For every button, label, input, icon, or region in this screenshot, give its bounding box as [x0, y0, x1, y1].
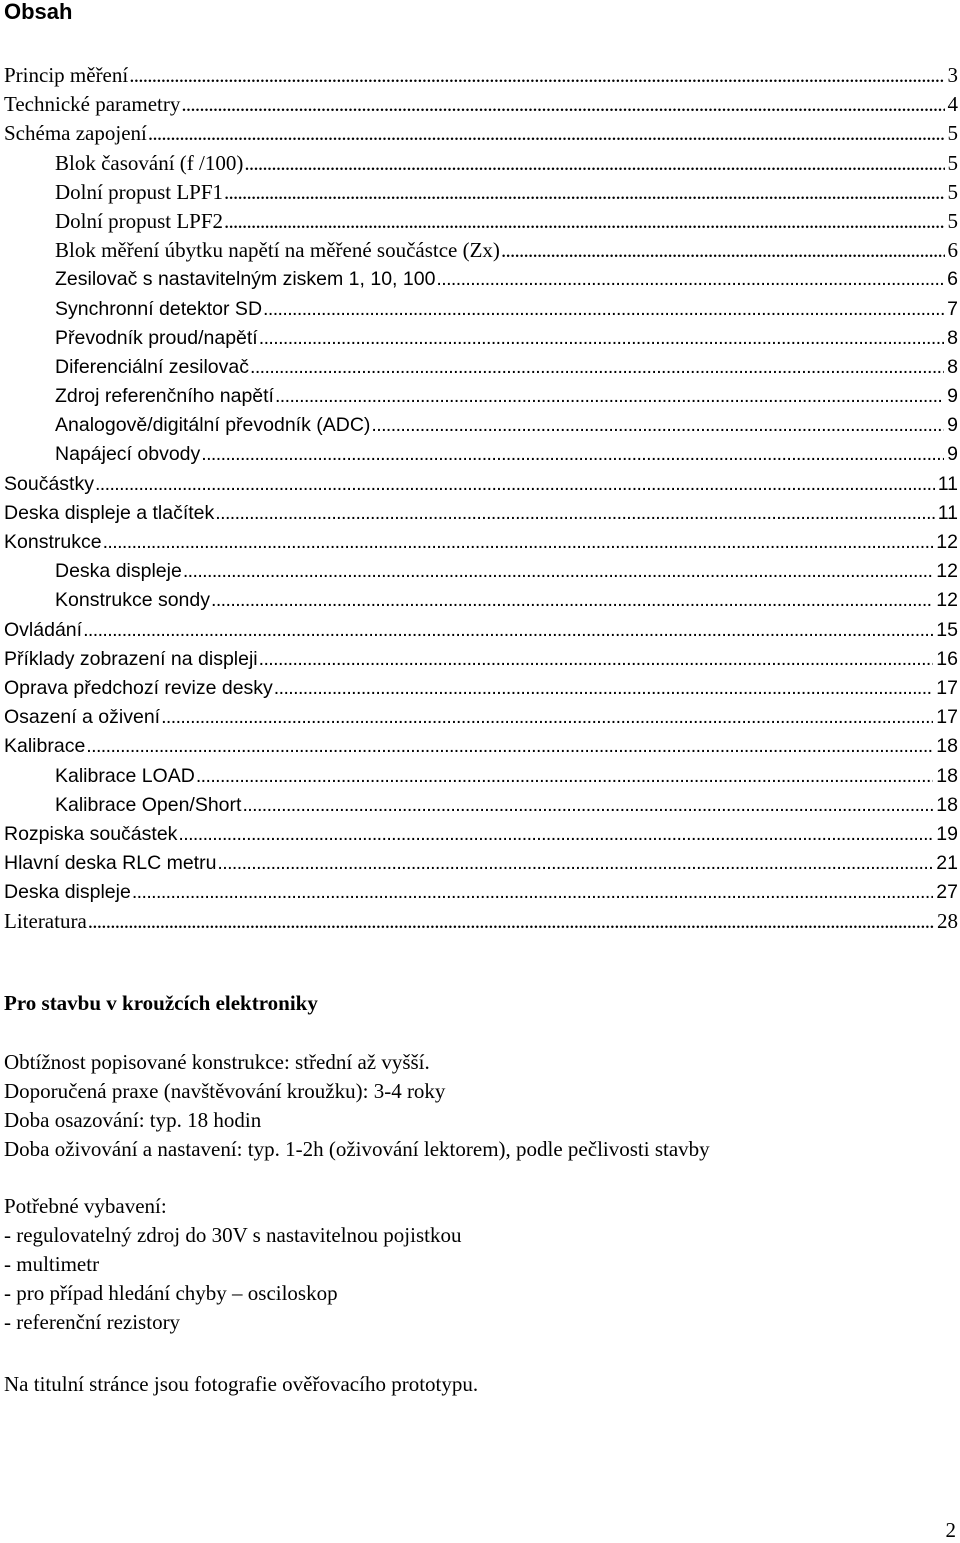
toc-entry-title: Diferenciální zesilovač [55, 355, 250, 378]
toc-dot-leader [371, 411, 944, 439]
toc-entry-page: 27 [936, 881, 958, 904]
equipment-title: Potřebné vybavení: [4, 1194, 167, 1218]
toc-entry-title: Součástky [4, 472, 94, 495]
toc-entry-title: Schéma zapojení [4, 121, 147, 146]
toc-entry[interactable] [4, 470, 958, 499]
table-of-contents [4, 61, 958, 937]
toc-dot-leader [201, 440, 944, 468]
toc-entry-page: 4 [947, 92, 958, 117]
toc-dot-leader [501, 236, 945, 264]
toc-entry-page: 8 [947, 326, 958, 349]
toc-entry-title: Kalibrace Open/Short [55, 793, 242, 816]
toc-entry-page: 18 [936, 764, 958, 787]
toc-entry-title: Hlavní deska RLC metru [4, 852, 217, 875]
toc-entry[interactable] [4, 557, 958, 586]
toc-entry-title: Konstrukce sondy [55, 589, 211, 612]
toc-entry-title: Zdroj referenčního napětí [55, 385, 274, 408]
toc-entry-title: Blok časování (f /100) [55, 150, 244, 175]
toc-entry-page: 12 [936, 589, 958, 612]
toc-entry[interactable] [4, 353, 958, 382]
toc-entry[interactable] [4, 411, 958, 440]
toc-dot-leader [259, 324, 944, 352]
toc-entry-page: 9 [947, 385, 958, 408]
toc-entry[interactable] [4, 207, 958, 236]
recommended-practice-line: Doporučená praxe (navštěvování kroužku): 3-4 roky [4, 1079, 446, 1103]
toc-entry[interactable] [4, 382, 958, 411]
toc-entry-page: 3 [947, 63, 958, 87]
difficulty-line: Obtížnost popisované konstrukce: střední až vyšší. [4, 1050, 430, 1074]
tuning-time-line: Doba oživování a nastavení: typ. 1-2h (oživování lektorem), podle pečlivosti stavby [4, 1137, 710, 1161]
toc-entry[interactable] [4, 616, 958, 645]
toc-entry[interactable] [4, 119, 958, 148]
toc-entry[interactable] [4, 295, 958, 324]
toc-entry-page: 5 [947, 121, 958, 146]
toc-entry-page: 8 [947, 355, 958, 378]
course-heading: Pro stavbu v kroužcích elektroniky [4, 991, 318, 1015]
toc-entry[interactable] [4, 820, 958, 849]
toc-entry-title: Synchronní detektor SD [55, 297, 263, 320]
toc-dot-leader [161, 703, 933, 731]
toc-dot-leader [86, 732, 933, 760]
toc-entry-page: 12 [936, 560, 958, 583]
toc-dot-leader [250, 353, 944, 381]
toc-dot-leader [259, 645, 934, 673]
toc-entry[interactable] [4, 236, 958, 265]
toc-entry[interactable] [4, 90, 958, 119]
toc-entry-title: Literatura [4, 909, 87, 934]
toc-dot-leader [178, 820, 933, 848]
toc-entry[interactable] [4, 178, 958, 207]
toc-dot-leader [274, 674, 934, 702]
toc-entry-page: 19 [936, 822, 958, 845]
photo-note: Na titulní stránce jsou fotografie ověřovacího prototypu. [4, 1372, 479, 1396]
equipment-item: - referenční rezistory [4, 1310, 181, 1334]
page-number: 2 [945, 1518, 956, 1542]
toc-entry[interactable] [4, 791, 958, 820]
toc-dot-leader [148, 119, 945, 147]
toc-entry-page: 9 [947, 443, 958, 466]
toc-entry-title: Deska displeje a tlačítek [4, 501, 215, 524]
toc-dot-leader [129, 61, 944, 89]
toc-entry-title: Rozpiska součástek [4, 822, 178, 845]
toc-entry[interactable] [4, 645, 958, 674]
assembly-time-line: Doba osazování: typ. 18 hodin [4, 1108, 262, 1132]
toc-entry-page: 17 [936, 676, 958, 699]
photo-note-section [4, 1370, 944, 1399]
toc-entry-page: 7 [947, 297, 958, 320]
toc-entry[interactable] [4, 703, 958, 732]
toc-entry-title: Kalibrace LOAD [55, 764, 195, 787]
toc-dot-leader [103, 528, 934, 556]
toc-entry[interactable] [4, 499, 958, 528]
toc-entry[interactable] [4, 732, 958, 761]
toc-dot-leader [217, 849, 933, 877]
toc-dot-leader [224, 207, 944, 235]
toc-entry-title: Dolní propust LPF1 [55, 179, 224, 204]
toc-entry-page: 17 [936, 706, 958, 729]
toc-entry-title: Zesilovač s nastavitelným ziskem 1, 10, 100 [55, 268, 436, 291]
toc-dot-leader [242, 791, 933, 819]
construction-details [4, 1048, 944, 1164]
toc-dot-leader [196, 762, 933, 790]
toc-entry[interactable] [4, 674, 958, 703]
toc-entry[interactable] [4, 61, 958, 90]
toc-dot-leader [88, 907, 934, 935]
toc-entry-title: Kalibrace [4, 735, 86, 758]
toc-dot-leader [263, 295, 944, 323]
toc-entry-title: Deska displeje [55, 560, 182, 583]
toc-entry-title: Technické parametry [4, 92, 181, 117]
toc-entry[interactable] [4, 440, 958, 469]
toc-entry-page: 18 [936, 793, 958, 816]
toc-dot-leader [215, 499, 934, 527]
toc-entry-page: 16 [936, 647, 958, 670]
toc-dot-leader [95, 470, 935, 498]
toc-entry-title: Příklady zobrazení na displeji [4, 647, 258, 670]
toc-entry-title: Konstrukce [4, 531, 102, 553]
toc-entry-title: Analogově/digitální převodník (ADC) [55, 414, 371, 437]
toc-entry-title: Převodník proud/napětí [55, 326, 258, 349]
equipment-item: - pro případ hledání chyby – osciloskop [4, 1281, 338, 1305]
toc-entry-title: Blok měření úbytku napětí na měřené součástce (Zx) [55, 238, 500, 263]
toc-entry[interactable] [4, 762, 958, 791]
toc-entry-title: Ovládání [4, 618, 83, 641]
toc-entry[interactable] [4, 849, 958, 878]
toc-dot-leader [181, 90, 944, 118]
toc-dot-leader [275, 382, 944, 410]
toc-dot-leader [183, 557, 933, 585]
toc-dot-leader [83, 616, 933, 644]
toc-entry-title: Princip měření [4, 63, 129, 87]
required-equipment [4, 1192, 944, 1337]
toc-entry-page: 28 [937, 909, 958, 934]
toc-entry[interactable] [4, 528, 958, 557]
toc-entry-page: 18 [936, 735, 958, 758]
toc-entry-title: Napájecí obvody [55, 443, 201, 466]
toc-dot-leader [436, 265, 944, 293]
toc-entry[interactable] [4, 324, 958, 353]
toc-entry-page: 15 [936, 618, 958, 641]
toc-entry-page: 9 [947, 414, 958, 437]
toc-entry-title: Oprava předchozí revize desky [4, 676, 273, 699]
toc-entry-page: 21 [936, 852, 958, 875]
toc-entry[interactable] [4, 265, 958, 294]
toc-entry-page: 5 [947, 179, 958, 204]
toc-entry-page: 6 [947, 268, 958, 291]
toc-entry-page: 5 [947, 208, 958, 233]
toc-heading: Obsah [4, 0, 73, 24]
toc-dot-leader [224, 178, 944, 206]
toc-entry-title: Dolní propust LPF2 [55, 208, 224, 233]
equipment-item: - regulovatelný zdroj do 30V s nastavitelnou pojistkou [4, 1223, 462, 1247]
toc-entry-page: 12 [936, 531, 958, 553]
toc-entry-page: 11 [937, 501, 958, 524]
toc-entry[interactable] [4, 878, 958, 907]
toc-entry-page: 6 [947, 238, 958, 263]
toc-entry-title: Deska displeje [4, 881, 131, 904]
toc-entry[interactable] [4, 149, 958, 178]
toc-entry[interactable] [4, 586, 958, 615]
toc-entry-title: Osazení a oživení [4, 706, 161, 729]
toc-entry[interactable] [4, 907, 958, 936]
toc-entry-page: 11 [937, 472, 958, 495]
toc-dot-leader [244, 149, 944, 177]
equipment-item: - multimetr [4, 1252, 100, 1276]
toc-dot-leader [132, 878, 933, 906]
toc-dot-leader [211, 586, 933, 614]
toc-entry-page: 5 [947, 150, 958, 175]
